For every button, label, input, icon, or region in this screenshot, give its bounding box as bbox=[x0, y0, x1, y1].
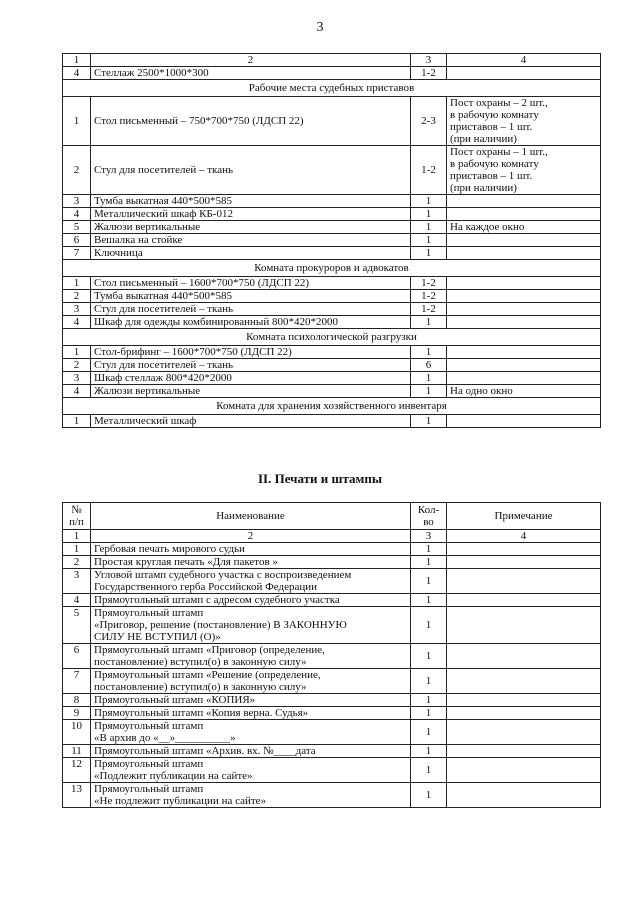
item-note: Пост охраны – 1 шт., в рабочую комнату приставов – 1 шт. (при наличии) bbox=[447, 146, 601, 195]
item-note bbox=[447, 745, 601, 758]
furniture-table bbox=[62, 53, 601, 428]
row-number: 3 bbox=[63, 195, 91, 208]
item-note bbox=[447, 783, 601, 808]
item-quantity: 2-3 bbox=[411, 97, 447, 146]
item-name: Металлический шкаф bbox=[91, 415, 411, 428]
item-name: Прямоугольный штамп «Приговор, решение (постановление) В ЗАКОННУЮ СИЛУ НЕ ВСТУПИЛ (О)» bbox=[91, 607, 411, 644]
item-quantity: 1-2 bbox=[411, 290, 447, 303]
item-note bbox=[447, 569, 601, 594]
heading-note: Примечание bbox=[447, 503, 601, 530]
row-number: 3 bbox=[63, 303, 91, 316]
stamps-table bbox=[62, 502, 601, 808]
item-quantity: 1 bbox=[411, 707, 447, 720]
col-number-3: 3 bbox=[411, 54, 447, 67]
row-number: 4 bbox=[63, 385, 91, 398]
table-row bbox=[63, 290, 601, 303]
item-quantity: 1 bbox=[411, 415, 447, 428]
table-row bbox=[63, 569, 601, 594]
item-quantity: 1 bbox=[411, 208, 447, 221]
item-name: Жалюзи вертикальные bbox=[91, 221, 411, 234]
row-number: 13 bbox=[63, 783, 91, 808]
item-name: Стул для посетителей – ткань bbox=[91, 146, 411, 195]
item-name: Гербовая печать мирового судьи bbox=[91, 543, 411, 556]
row-number: 9 bbox=[63, 707, 91, 720]
table-row bbox=[63, 669, 601, 694]
row-number: 3 bbox=[63, 372, 91, 385]
item-quantity: 1 bbox=[411, 234, 447, 247]
item-quantity: 1-2 bbox=[411, 146, 447, 195]
table-row bbox=[63, 97, 601, 146]
row-number: 7 bbox=[63, 669, 91, 694]
item-quantity: 1-2 bbox=[411, 277, 447, 290]
col-number-1: 1 bbox=[63, 530, 91, 543]
item-name: Тумба выкатная 440*500*585 bbox=[91, 290, 411, 303]
item-quantity: 1 bbox=[411, 372, 447, 385]
item-note bbox=[447, 594, 601, 607]
item-quantity: 1 bbox=[411, 720, 447, 745]
row-number: 3 bbox=[63, 569, 91, 594]
item-name: Шкаф стеллаж 800*420*2000 bbox=[91, 372, 411, 385]
row-number: 2 bbox=[63, 146, 91, 195]
row-number: 4 bbox=[63, 316, 91, 329]
item-note: На одно окно bbox=[447, 385, 601, 398]
item-quantity: 1 bbox=[411, 594, 447, 607]
item-note bbox=[447, 415, 601, 428]
item-quantity: 1 bbox=[411, 195, 447, 208]
item-quantity: 1 bbox=[411, 346, 447, 359]
row-number: 7 bbox=[63, 247, 91, 260]
item-name: Прямоугольный штамп «Приговор (определение, постановление) вступил(о) в законную силу» bbox=[91, 644, 411, 669]
table-row bbox=[63, 783, 601, 808]
row-number: 4 bbox=[63, 67, 91, 80]
room-section-title: Комната для хранения хозяйственного инвентаря bbox=[63, 398, 601, 415]
item-note: На каждое окно bbox=[447, 221, 601, 234]
item-note bbox=[447, 556, 601, 569]
row-number: 4 bbox=[63, 208, 91, 221]
item-quantity: 1-2 bbox=[411, 303, 447, 316]
table-row bbox=[63, 67, 601, 80]
item-note bbox=[447, 67, 601, 80]
row-number: 2 bbox=[63, 290, 91, 303]
item-quantity: 6 bbox=[411, 359, 447, 372]
item-name: Стол-брифинг – 1600*700*750 (ЛДСП 22) bbox=[91, 346, 411, 359]
table-row bbox=[63, 607, 601, 644]
table-row bbox=[63, 234, 601, 247]
row-number: 6 bbox=[63, 234, 91, 247]
item-quantity: 1 bbox=[411, 644, 447, 669]
col-number-4: 4 bbox=[447, 530, 601, 543]
row-number: 10 bbox=[63, 720, 91, 745]
item-name: Прямоугольный штамп «КОПИЯ» bbox=[91, 694, 411, 707]
table-row bbox=[63, 594, 601, 607]
item-name: Простая круглая печать «Для пакетов » bbox=[91, 556, 411, 569]
table-row bbox=[63, 221, 601, 234]
column-number-row bbox=[63, 530, 601, 543]
table-row bbox=[63, 758, 601, 783]
item-quantity: 1 bbox=[411, 316, 447, 329]
col-number-2: 2 bbox=[91, 530, 411, 543]
item-note bbox=[447, 644, 601, 669]
item-name: Стул для посетителей – ткань bbox=[91, 359, 411, 372]
item-name: Шкаф для одежды комбинированный 800*420*2000 bbox=[91, 316, 411, 329]
item-name: Прямоугольный штамп с адресом судебного участка bbox=[91, 594, 411, 607]
item-name: Прямоугольный штамп «Не подлежит публикации на сайте» bbox=[91, 783, 411, 808]
row-number: 1 bbox=[63, 277, 91, 290]
row-number: 5 bbox=[63, 221, 91, 234]
item-quantity: 1 bbox=[411, 694, 447, 707]
table-row bbox=[63, 146, 601, 195]
heading-row bbox=[63, 503, 601, 530]
item-note bbox=[447, 303, 601, 316]
item-name: Прямоугольный штамп «Решение (определение, постановление) вступил(о) в законную силу» bbox=[91, 669, 411, 694]
item-name: Ключница bbox=[91, 247, 411, 260]
item-name: Прямоугольный штамп «В архив до «__»__________» bbox=[91, 720, 411, 745]
item-note bbox=[447, 234, 601, 247]
table-row bbox=[63, 195, 601, 208]
item-name: Угловой штамп судебного участка с воспроизведением Государственного герба Российской Федерации bbox=[91, 569, 411, 594]
row-number: 1 bbox=[63, 415, 91, 428]
item-note bbox=[447, 195, 601, 208]
row-number: 5 bbox=[63, 607, 91, 644]
col-number-2: 2 bbox=[91, 54, 411, 67]
col-number-4: 4 bbox=[447, 54, 601, 67]
room-section-title: Комната психологической разгрузки bbox=[63, 329, 601, 346]
room-section-title: Рабочие места судебных приставов bbox=[63, 80, 601, 97]
page-number: 3 bbox=[316, 20, 324, 35]
item-note bbox=[447, 372, 601, 385]
table-row bbox=[63, 247, 601, 260]
table-row bbox=[63, 707, 601, 720]
column-number-row bbox=[63, 54, 601, 67]
item-note bbox=[447, 607, 601, 644]
row-number: 11 bbox=[63, 745, 91, 758]
row-number: 1 bbox=[63, 97, 91, 146]
table-row bbox=[63, 303, 601, 316]
row-number: 8 bbox=[63, 694, 91, 707]
item-note bbox=[447, 720, 601, 745]
item-quantity: 1 bbox=[411, 543, 447, 556]
item-quantity: 1 bbox=[411, 247, 447, 260]
item-name: Прямоугольный штамп «Копия верна. Судья» bbox=[91, 707, 411, 720]
item-name: Стол письменный – 750*700*750 (ЛДСП 22) bbox=[91, 97, 411, 146]
item-note bbox=[447, 316, 601, 329]
item-quantity: 1 bbox=[411, 385, 447, 398]
row-number: 2 bbox=[63, 556, 91, 569]
item-name: Жалюзи вертикальные bbox=[91, 385, 411, 398]
row-number: 1 bbox=[63, 543, 91, 556]
col-number-3: 3 bbox=[411, 530, 447, 543]
table-row bbox=[63, 720, 601, 745]
item-note bbox=[447, 247, 601, 260]
item-quantity: 1 bbox=[411, 758, 447, 783]
table-row bbox=[63, 543, 601, 556]
row-number: 1 bbox=[63, 346, 91, 359]
item-note bbox=[447, 758, 601, 783]
item-name: Стул для посетителей – ткань bbox=[91, 303, 411, 316]
heading-number: № п/п bbox=[63, 503, 91, 530]
item-quantity: 1 bbox=[411, 783, 447, 808]
item-name: Прямоугольный штамп «Подлежит публикации на сайте» bbox=[91, 758, 411, 783]
item-note bbox=[447, 208, 601, 221]
room-section-title: Комната прокуроров и адвокатов bbox=[63, 260, 601, 277]
item-quantity: 1 bbox=[411, 569, 447, 594]
item-note: Пост охраны – 2 шт., в рабочую комнату приставов – 1 шт. (при наличии) bbox=[447, 97, 601, 146]
col-number-1: 1 bbox=[63, 54, 91, 67]
item-name: Тумба выкатная 440*500*585 bbox=[91, 195, 411, 208]
item-name: Прямоугольный штамп «Архив. вх. №____дата bbox=[91, 745, 411, 758]
room-section-row bbox=[63, 329, 601, 346]
item-name: Стеллаж 2500*1000*300 bbox=[91, 67, 411, 80]
table-row bbox=[63, 359, 601, 372]
item-quantity: 1 bbox=[411, 745, 447, 758]
item-note bbox=[447, 543, 601, 556]
table-row bbox=[63, 385, 601, 398]
item-note bbox=[447, 707, 601, 720]
room-section-row bbox=[63, 398, 601, 415]
row-number: 6 bbox=[63, 644, 91, 669]
table-row bbox=[63, 644, 601, 669]
item-name: Вешалка на стойке bbox=[91, 234, 411, 247]
table-row bbox=[63, 277, 601, 290]
item-note bbox=[447, 346, 601, 359]
item-name: Стол письменный – 1600*700*750 (ЛДСП 22) bbox=[91, 277, 411, 290]
section-title: II. Печати и штампы bbox=[257, 471, 383, 486]
table-row bbox=[63, 745, 601, 758]
item-quantity: 1 bbox=[411, 607, 447, 644]
item-quantity: 1 bbox=[411, 669, 447, 694]
table-row bbox=[63, 694, 601, 707]
row-number: 4 bbox=[63, 594, 91, 607]
item-quantity: 1 bbox=[411, 556, 447, 569]
item-quantity: 1 bbox=[411, 221, 447, 234]
row-number: 12 bbox=[63, 758, 91, 783]
table-row bbox=[63, 346, 601, 359]
item-quantity: 1-2 bbox=[411, 67, 447, 80]
heading-name: Наименование bbox=[91, 503, 411, 530]
room-section-row bbox=[63, 260, 601, 277]
item-note bbox=[447, 277, 601, 290]
item-note bbox=[447, 290, 601, 303]
table-row bbox=[63, 208, 601, 221]
table-row bbox=[63, 556, 601, 569]
heading-qty: Кол- во bbox=[411, 503, 447, 530]
table-row bbox=[63, 372, 601, 385]
item-note bbox=[447, 669, 601, 694]
item-note bbox=[447, 359, 601, 372]
item-note bbox=[447, 694, 601, 707]
table-row bbox=[63, 415, 601, 428]
room-section-row bbox=[63, 80, 601, 97]
table-row bbox=[63, 316, 601, 329]
item-name: Металлический шкаф КБ-012 bbox=[91, 208, 411, 221]
row-number: 2 bbox=[63, 359, 91, 372]
